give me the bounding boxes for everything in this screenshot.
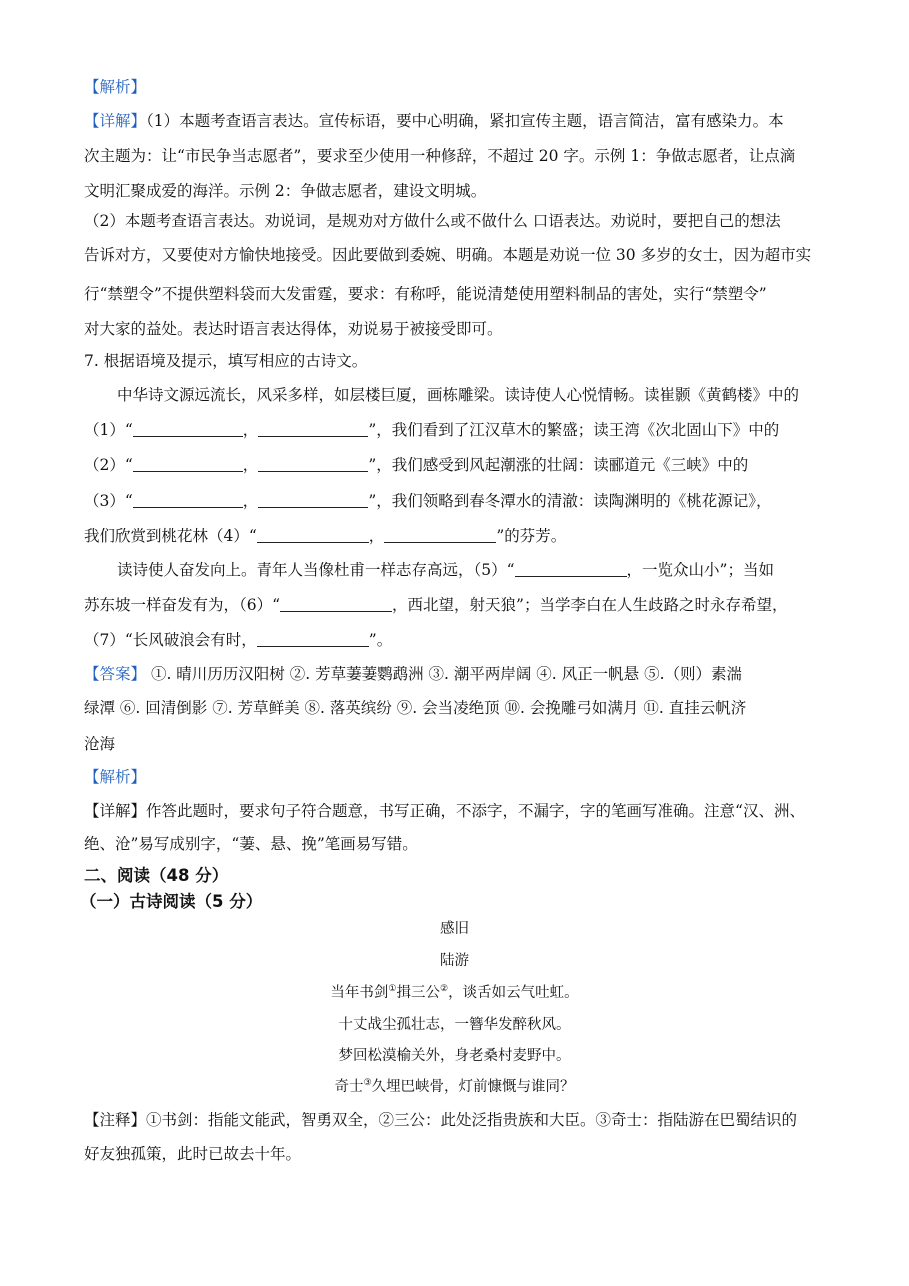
q7-item-6	[84, 594, 787, 616]
text: ，	[242, 456, 259, 474]
text: ”。	[368, 631, 393, 649]
q6-detail-line: （2）本题考查语言表达。劝说词，是规劝对方做什么或不做什么 口语表达。劝说时，要把自己的想法	[84, 212, 781, 230]
annotation-label: 【注释】	[84, 1111, 147, 1129]
text: ”，我们感受到风起潮涨的壮阔：读郦道元《三峡》中的	[368, 456, 749, 474]
text: 久埋巴峡骨，灯前慷慨与谁同？	[371, 1079, 575, 1095]
text: （1）本题考查语言表达。宣传标语，要中心明确，紧扣宣传主题，语言简洁，富有感染力。本	[146, 112, 784, 130]
text: ，	[242, 421, 259, 439]
text: （1）“	[84, 421, 133, 439]
q7-answer-line	[84, 663, 742, 685]
fill-blank[interactable]	[257, 526, 369, 543]
fill-blank[interactable]	[280, 595, 392, 612]
poem-line	[0, 1076, 909, 1098]
q7-detail-line: 绝、沧”易写成别字，“萋、悬、挽”笔画易写错。	[84, 835, 418, 853]
poem-author: 陆游	[440, 953, 469, 969]
fill-blank[interactable]	[258, 491, 368, 508]
analysis-label: 【解析】	[84, 78, 147, 96]
answer-label: 【答案】	[84, 665, 147, 683]
fill-blank[interactable]	[257, 630, 369, 647]
subsection-heading: （一）古诗阅读（5 分）	[80, 892, 263, 911]
poem-title: 感旧	[440, 921, 469, 937]
section-heading: 二、阅读（48 分）	[84, 866, 229, 885]
q6-detail-line: 次主题为：让“市民争当志愿者”，要求至少使用一种修辞，不超过 20 字。示例 1：争做志愿者，让点滴	[84, 147, 796, 165]
analysis-label: 【解析】	[84, 768, 147, 786]
q7-detail-line	[84, 800, 805, 822]
text: ①. 晴川历历汉阳树 ②. 芳草萋萋鹦鹉洲 ③. 潮平两岸阔 ④. 风正一帆悬 ⑤.（则）素湍	[146, 665, 742, 683]
q7-item-5	[117, 559, 774, 581]
annotation-line	[84, 1109, 797, 1131]
q6-detail-line: 文明汇聚成爱的海洋。示例 2：争做志愿者，建设文明城。	[84, 182, 487, 200]
q6-detail-line: 告诉对方，又要使对方愉快地接受。因此要做到委婉、明确。本题是劝说一位 30 多岁的女士，因为超市实	[84, 246, 812, 264]
fill-blank[interactable]	[133, 455, 243, 472]
fill-blank[interactable]	[258, 420, 368, 437]
question-7-title: 7. 根据语境及提示，填写相应的古诗文。	[84, 352, 368, 370]
text: ，一览众山小”；当如	[626, 561, 774, 579]
text: ”，我们看到了江汉草木的繁盛；读王湾《次北固山下》中的	[368, 421, 780, 439]
text: ，谈舌如云气吐虹。	[448, 985, 579, 1001]
text: （3）“	[84, 492, 133, 510]
text: 奇士	[334, 1079, 364, 1095]
fill-blank[interactable]	[384, 526, 496, 543]
text: 我们欣赏到桃花林（4）“	[84, 527, 257, 545]
detail-label: 【详解】	[84, 802, 147, 820]
text: 作答此题时，要求句子符合题意，书写正确，不添字，不漏字，字的笔画写准确。注意“汉、洲、	[146, 802, 805, 820]
q6-detail-line: 对大家的益处。表达时语言表达得体，劝说易于被接受即可。	[84, 320, 503, 338]
q7-item-7	[84, 629, 392, 651]
fill-blank[interactable]	[515, 560, 627, 577]
text: ，西北望，射天狼”；当学李白在人生歧路之时永存希望，	[392, 596, 788, 614]
fill-blank[interactable]	[133, 491, 243, 508]
text: （7）“长风破浪会有时，	[84, 631, 257, 649]
annotation-line: 好友独孤策，此时已故去十年。	[84, 1145, 302, 1163]
text: 读诗使人奋发向上。青年人当像杜甫一样志存高远，（5）“	[117, 561, 515, 579]
q7-item-3	[84, 490, 772, 512]
q6-detail-line	[84, 110, 784, 132]
poem-line: 十丈战尘孤壮志，一簪华发醉秋风。	[338, 1017, 571, 1033]
text: 苏东坡一样奋发有为，（6）“	[84, 596, 281, 614]
detail-label: 【详解】	[84, 112, 147, 130]
q7-item-2	[84, 454, 748, 476]
q7-item-1	[84, 419, 779, 441]
text: ，	[242, 492, 259, 510]
q7-context: 中华诗文源远流长，风采多样，如层楼巨厦，画栋雕梁。读诗使人心悦情畅。读崔颢《黄鹤楼》中的	[117, 386, 800, 404]
text: 当年书剑	[330, 985, 389, 1001]
footnote-marker: ①	[388, 984, 397, 995]
text: ①书剑：指能文能武，智勇双全，②三公：此处泛指贵族和大臣。③奇士：指陆游在巴蜀结识的	[146, 1111, 798, 1129]
footnote-marker: ②	[440, 984, 449, 995]
q7-answer-line: 绿潭 ⑥. 回清倒影 ⑦. 芳草鲜美 ⑧. 落英缤纷 ⑨. 会当凌绝顶 ⑩. 会挽雕弓如满月 ⑪. 直挂云帆济	[84, 699, 747, 717]
q7-answer-line: 沧海	[84, 735, 116, 753]
fill-blank[interactable]	[258, 455, 368, 472]
text: ，	[368, 527, 385, 545]
text: （2）“	[84, 456, 133, 474]
text: 揖三公	[396, 985, 440, 1001]
poem-line: 梦回松漠榆关外，身老桑村麦野中。	[338, 1048, 571, 1064]
text: ”，我们领略到春冬潭水的清澈：读陶渊明的《桃花源记》，	[368, 492, 772, 510]
fill-blank[interactable]	[133, 420, 243, 437]
poem-line	[0, 982, 909, 1004]
q7-item-4	[84, 525, 566, 547]
text: ”的芬芳。	[496, 527, 567, 545]
footnote-marker: ③	[363, 1078, 372, 1089]
q6-detail-line: 行“禁塑令”不提供塑料袋而大发雷霆，要求：有称呼，能说清楚使用塑料制品的害处，实行“禁塑令”	[84, 285, 767, 303]
